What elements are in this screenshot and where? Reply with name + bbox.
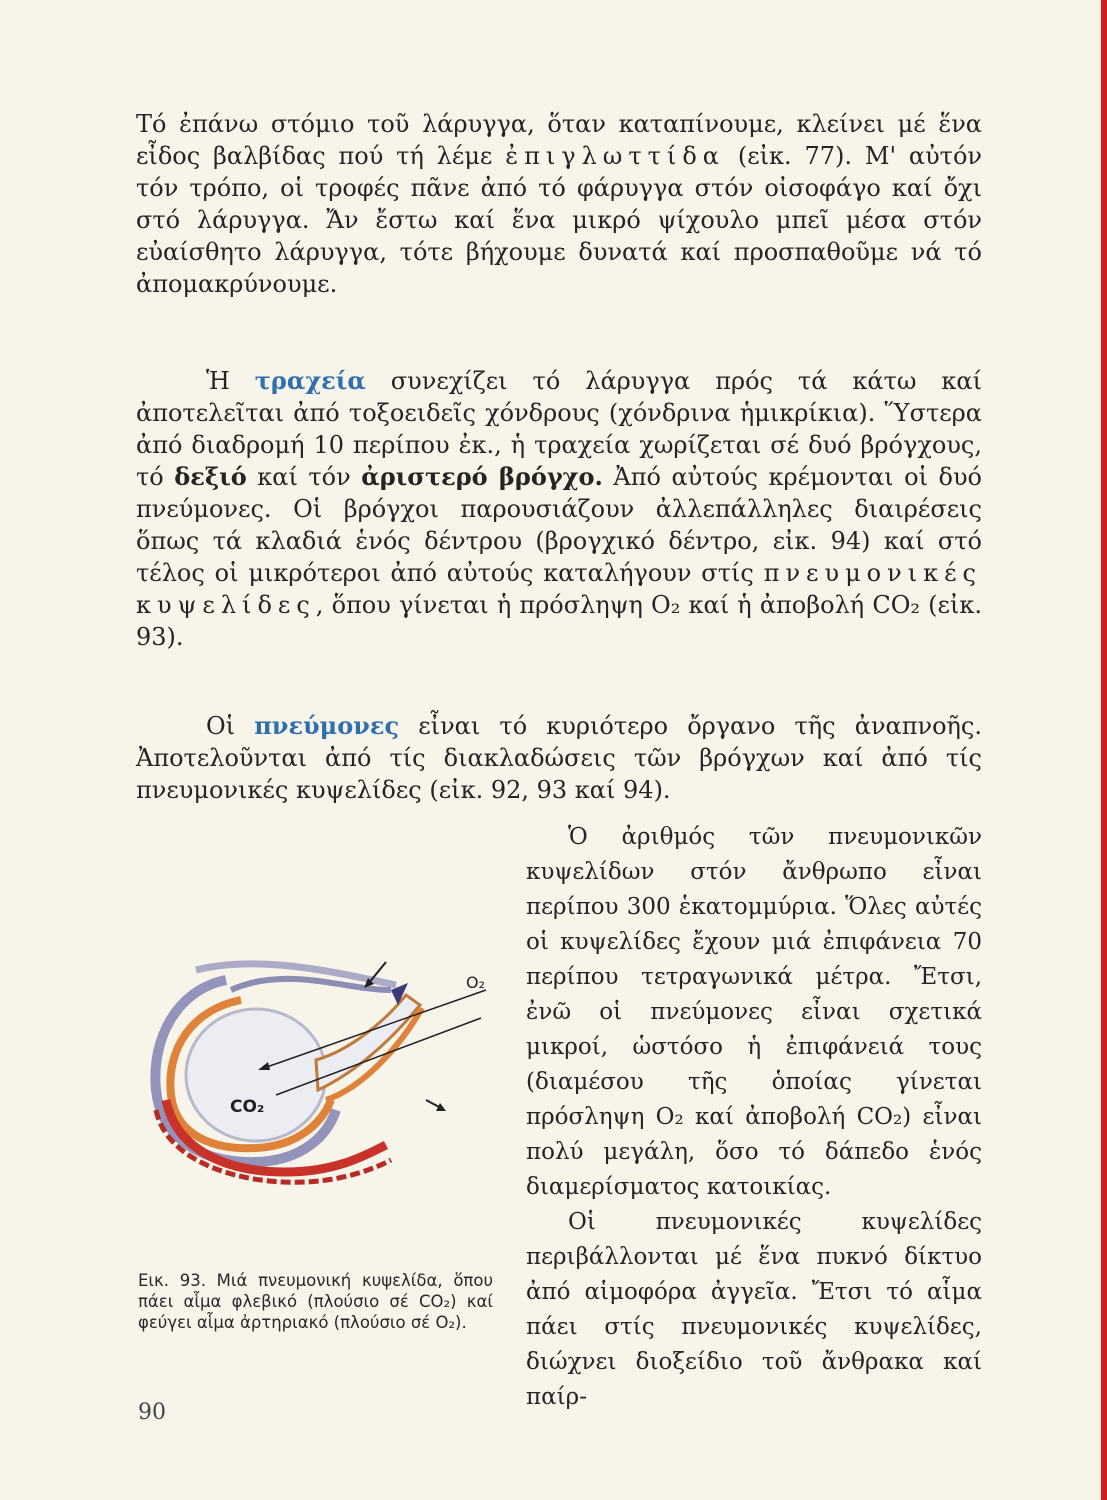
paragraph-lungs: [136, 710, 982, 806]
figure-caption: Εικ. 93. Μιά πνευμονική κυψελίδα, ὅπου πάει αἷμα φλεβικό (πλούσιο σέ CO₂) καί φεύγει αἷμα ἀρτηριακό (πλούσιο σέ O₂).: [138, 1271, 493, 1332]
right-column: [526, 820, 982, 1415]
paragraph3-text-b: εἶναι τό κυριότερο ὄργανο τῆς ἀναπνοῆς. Ἀποτελοῦνται ἀπό τίς διακλαδώσεις τῶν βρόγχων καί ἀπό τίς πνευμονικές κυψελίδες (εἰκ. 92, 93 καί 94).: [136, 712, 982, 804]
paragraph2-text-d: Ἀπό αὐτούς κρέμονται οἱ δυό πνεύμονες. Οἱ βρόγχοι παρουσιάζουν ἀλλεπάλληλες διαιρέσεις ὅπως τά κλαδιά ἑνός δέντρου (βρογχικό δέντρο, εἰκ. 94) καί στό τέλος οἱ μικρότεροι ἀπό αὐτούς καταλήγουν στίς: [136, 463, 982, 587]
term-epiglottis: ἐπιγλωττίδα: [505, 142, 725, 170]
paragraph1-text-a: Τό ἐπάνω στόμιο τοῦ λάρυγγα, ὅταν καταπίνουμε, κλείνει μέ ἕνα εἶδος βαλβίδας πού τή λέμε: [136, 110, 982, 170]
label-co2: CO₂: [230, 1097, 265, 1117]
keyword-lungs: πνεύμονες: [254, 711, 400, 740]
paragraph2-text-c: καί τόν: [246, 463, 362, 491]
paragraph3-text-a: Οἱ: [206, 712, 255, 740]
paragraph2-text-e: , ὅπου γίνεται ἡ πρόσληψη O₂ καί ἡ ἀποβολή CO₂ (εἰκ. 93).: [136, 591, 982, 651]
paragraph-trachea: [136, 365, 982, 653]
paragraph-epiglottis: [136, 108, 982, 300]
label-o2: O₂: [466, 973, 486, 992]
alveolus-figure: [136, 950, 516, 1190]
paragraph-alveoli-count: Ὁ ἀριθμός τῶν πνευμονικῶν κυψελίδων στόν ἄνθρωπο εἶναι περίπου 300 ἑκατομμύρια. Ὅλες αὐτές οἱ κυψελίδες ἔχουν μιά ἐπιφάνεια 70 περίπου τετραγωνικά μέτρα. Ἔτσι, ἐνῶ οἱ πνεύμονες εἶναι σχετικά μικροί, ὡστόσο ἡ ἐπιφάνειά τους (διαμέσου τῆς ὁποίας γίνεται πρόσληψη O₂ καί ἀποβολή CO₂) εἶναι πολύ μεγάλη, ὅσο τό δάπεδο ἑνός διαμερίσματος κατοικίας.: [526, 824, 982, 1200]
alveolus-illustration: [136, 950, 516, 1190]
term-alveoli: πνευμονικές κυψελίδες: [136, 559, 982, 619]
page-edge-strip: [1101, 0, 1107, 1500]
page-number: 90: [138, 1400, 166, 1425]
bold-left-bronchus: ἀριστερό βρόγχο.: [361, 462, 603, 491]
paragraph1-text-b: (εἰκ. 77). Μ' αὐτόν τόν τρόπο, οἱ τροφές πᾶνε ἀπό τό φάρυγγα στόν οἰσοφάγο καί ὄχι στό λάρυγγα. Ἄν ἔστω καί ἕνα μικρό ψίχουλο μπεῖ μέσα στόν εὐαίσθητο λάρυγγα, τότε βήχουμε δυνατά καί προσπαθοῦμε νά τό ἀπομακρύνουμε.: [136, 142, 982, 298]
keyword-trachea: τραχεία: [254, 366, 366, 395]
alveolus-sac: [186, 1009, 326, 1141]
paragraph2-text-a: Ἡ: [206, 367, 255, 395]
paragraph-blood-vessels: Οἱ πνευμονικές κυψελίδες περιβάλλονται μέ ἕνα πυκνό δίκτυο ἀπό αἱμοφόρα ἀγγεῖα. Ἔτσι τό αἷμα πάει στίς πνευμονικές κυψελίδες, διώχνει διοξείδιο τοῦ ἄνθρακα καί παίρ-: [526, 1209, 982, 1410]
paragraph2-text-b: συνεχίζει τό λάρυγγα πρός τά κάτω καί ἀποτελεῖται ἀπό τοξοειδεῖς χόνδρους (χόνδρινα ἡμικρίκια). Ὕστερα ἀπό διαδρομή 10 περίπου ἐκ., ἡ τραχεία χωρίζεται σέ δυό βρόγχους, τό: [136, 367, 982, 491]
bold-right: δεξιό: [174, 462, 247, 491]
